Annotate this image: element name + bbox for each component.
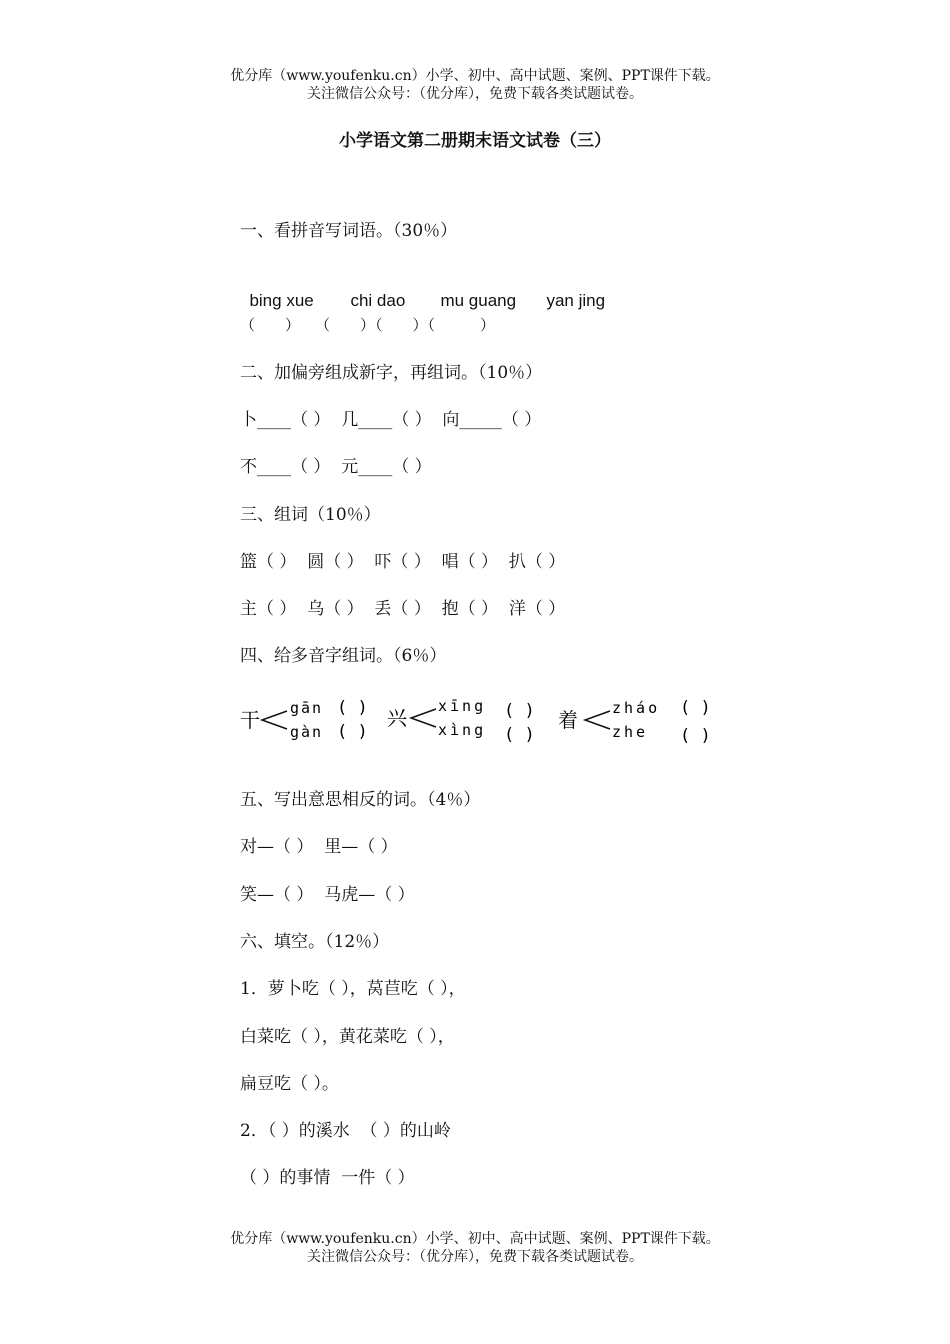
answer-blank: ( ) <box>680 726 711 746</box>
pinyin-item: chi dao <box>350 291 406 310</box>
section-5-row-1: 对—（ ） 里—（ ） <box>240 837 398 857</box>
polyphone-reading: gān <box>290 699 324 717</box>
section-2-row-1: 卜____（ ） 几____（ ） 向_____（ ） <box>240 410 542 430</box>
section-6-line-5: （ ）的事情 一件（ ） <box>240 1168 415 1188</box>
polyphone-char: 着 <box>558 708 578 732</box>
polyphone-figure <box>240 694 730 746</box>
section-6-line-4: 2．（ ）的溪水 （ ）的山岭 <box>240 1121 451 1141</box>
polyphone-reading: gàn <box>290 723 324 741</box>
polyphone-reading: zháo <box>612 699 661 717</box>
bracket-shape <box>411 709 436 727</box>
section-5-heading: 五、写出意思相反的词。（4％） <box>240 790 481 810</box>
polyphone-reading: xīng <box>438 697 487 715</box>
header <box>0 67 950 103</box>
answer-blank: ( ) <box>337 698 368 718</box>
footer <box>0 1230 950 1266</box>
section-3-row-1: 篮（ ） 圆（ ） 吓（ ） 唱（ ） 扒（ ） <box>240 552 566 572</box>
section-6-heading: 六、填空。（12％） <box>240 932 390 952</box>
bracket-shape <box>585 711 610 729</box>
polyphone-reading: zhe <box>612 723 649 741</box>
section-6-line-3: 扁豆吃（ ）。 <box>240 1074 339 1094</box>
section-3-row-2: 主（ ） 乌（ ） 丢（ ） 抱（ ） 洋（ ） <box>240 599 566 619</box>
footer-line-1: 优分库（www.youfenku.cn）小学、初中、高中试题、案例、PPT课件下载。 <box>230 1231 720 1247</box>
section-2-heading: 二、加偏旁组成新字，再组词。（10％） <box>240 363 543 383</box>
section-3-heading: 三、组词（10％） <box>240 505 381 525</box>
section-6-line-1: 1．萝卜吃（ ），莴苣吃（ ）， <box>240 979 466 999</box>
pinyin-item: mu guang <box>440 291 517 310</box>
polyphone-char: 干 <box>240 708 260 732</box>
answer-blank: ( ) <box>504 725 535 745</box>
pinyin-item: yan jing <box>546 291 606 310</box>
polyphone-reading: xìng <box>438 721 487 739</box>
section-6-line-2: 白菜吃（ ），黄花菜吃（ ）， <box>240 1027 455 1047</box>
section-1-pinyin-row <box>240 268 605 312</box>
section-1-heading: 一、看拼音写词语。（30％） <box>240 221 458 241</box>
section-5-row-2: 笑—（ ） 马虎—（ ） <box>240 885 415 905</box>
answer-blank: ( ) <box>337 722 368 742</box>
answer-blank: ( ) <box>504 701 535 721</box>
page-title: 小学语文第二册期末语文试卷（三） <box>339 131 611 151</box>
polyphone-char: 兴 <box>387 706 407 730</box>
header-line-2: 关注微信公众号：（优分库），免费下载各类试题试卷。 <box>307 86 643 102</box>
bracket-shape <box>262 711 287 729</box>
section-4-heading: 四、给多音字组词。（6％） <box>240 646 447 666</box>
footer-line-2: 关注微信公众号：（优分库），免费下载各类试题试卷。 <box>307 1249 643 1265</box>
pinyin-item: bing xue <box>249 291 314 310</box>
section-2-row-2: 不____（ ） 元____（ ） <box>240 457 432 477</box>
header-line-1: 优分库（www.youfenku.cn）小学、初中、高中试题、案例、PPT课件下载。 <box>230 68 720 84</box>
answer-blank: ( ) <box>680 698 711 718</box>
section-1-answer-blanks: （ ） （ ）（ ）（ ） <box>240 316 496 334</box>
